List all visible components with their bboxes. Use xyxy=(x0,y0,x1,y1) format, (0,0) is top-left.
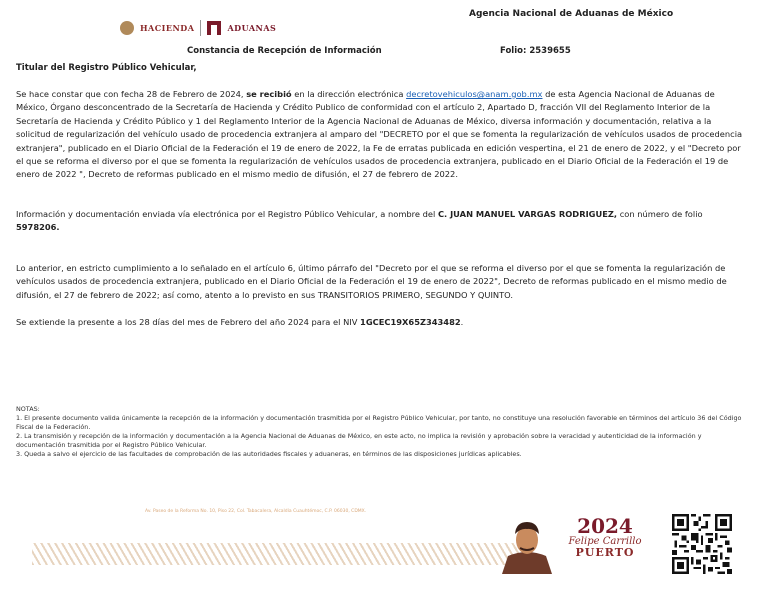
p1-text-c: de esta Agencia Nacional de Aduanas de México, Órgano desconcentrado de la Secretaría de Hacienda y Crédito Publico de conformidad con el artículo 2, Apartado D, fracción VII del Reglamento Interior de la Secretaría de Hacienda y Crédito Público y 1 del Reglamento Interior de la Agencia Nacional de Aduanas de México, diversa información y documentación, relativa a la solicitud de regularización del vehículo usado de procedencia extranjera al amparo del "DECRETO por el que se fomenta la regularización de vehículos usados de procedencia extranjera", publicado en el Diario Oficial de la Federación el 19 de enero de 2022, la Fe de erratas publicada en edición vespertina, el 21 de enero de 2022, y el "Decreto por el que se reforma el diverso por el que se fomenta la regularización de vehículos usados de procedencia extranjera, publicado en el Diario Oficial de la Federación el 19 de enero de 2022 ", Decreto de reformas publicado en el mismo medio de difusión, el 27 de febrero de 2022. xyxy=(16,89,743,180)
aduanas-logo: ADUANAS xyxy=(227,23,277,33)
titular-name: C. JUAN MANUEL VARGAS RODRIGUEZ, xyxy=(437,209,618,219)
p1-bold: se recibió xyxy=(246,89,292,99)
niv-number: 1GCEC19X65Z343482 xyxy=(360,317,461,327)
logo-divider xyxy=(200,20,201,36)
paragraph-issuance xyxy=(16,316,748,329)
anniversary-place: PUERTO xyxy=(575,546,635,559)
notes-title: NOTAS: xyxy=(16,405,40,413)
note-item: 1. El presente documento valida únicamente la recepción de la información y documentación trasmitida por el Registro Público Vehicular, por tanto, no constituye una resolución favorable en términos del artículo 36 del Código Fiscal de la Federación. xyxy=(16,414,742,431)
hacienda-emblem-icon xyxy=(120,21,134,35)
footer-address: Av. Paseo de la Reforma No. 10, Piso 22, Col. Tabacalera, Alcaldía Cuauhtémoc, C.P. 06030, CDMX. xyxy=(145,509,367,514)
note-item: 2. La transmisión y recepción de la información y documentación a la Agencia Nacional de Aduanas de México, en este acto, no implica la revisión y aprobación sobre la veracidad y autenticidad de la información y documentación trasmitida por el Registro Público Vehicular. xyxy=(16,432,702,449)
anniversary-fineprint xyxy=(560,559,650,567)
qr-code-icon xyxy=(672,514,732,574)
notes-section xyxy=(16,405,751,459)
decorative-band xyxy=(32,543,522,565)
anniversary-name: Felipe Carrillo xyxy=(568,536,642,547)
sender-folio: 5978206. xyxy=(16,222,60,233)
anniversary-year: 2024 xyxy=(577,514,633,538)
folio-number: Folio: 2539655 xyxy=(500,46,571,56)
recipient-line: Titular del Registro Público Vehicular, xyxy=(16,63,197,73)
p4-text-b: . xyxy=(460,317,464,327)
paragraph-reception xyxy=(16,88,748,182)
email-link[interactable]: decretovehiculos@anam.gob.mx xyxy=(406,89,543,99)
p1-text-b: en la dirección electrónica xyxy=(291,89,407,99)
header-logos xyxy=(120,20,276,36)
paragraph-legal-basis: Lo anterior, en estricto cumplimiento a lo señalado en el artículo 6, último párrafo del "Decreto por el que se reforma el diverso por el que se fomenta la regularización de vehículos usados de procedencia extranjera, publicado en el Diario Oficial de la Federación el 19 de enero de 2022", Decreto de reformas publicado en el mismo medio de difusión, el 27 de febrero de 2022; así como, atento a lo previsto en sus TRANSITORIOS PRIMERO, SEGUNDO Y QUINTO. xyxy=(16,263,727,300)
portrait-illustration-icon xyxy=(500,514,554,574)
p1-text-a: Se hace constar que con fecha 28 de Febrero de 2024, xyxy=(16,89,247,99)
p2-text-b: con número de folio xyxy=(617,209,703,219)
p4-text-a: Se extiende la presente a los 28 días del mes de Febrero del año 2024 para el NIV xyxy=(16,317,361,327)
agency-name: Agencia Nacional de Aduanas de México xyxy=(469,9,674,19)
paragraph-sender xyxy=(16,208,748,235)
note-item: 3. Queda a salvo el ejercicio de las facultades de comprobación de las autoridades fiscales y aduaneras, en términos de las disposiciones jurídicas aplicables. xyxy=(16,450,522,458)
hacienda-logo: HACIENDA xyxy=(140,23,195,33)
anniversary-logo xyxy=(560,516,650,567)
document-title: Constancia de Recepción de Información xyxy=(187,46,382,56)
p2-text-a: Información y documentación enviada vía electrónica por el Registro Público Vehicular, a nombre del xyxy=(16,209,438,219)
aduanas-emblem-icon xyxy=(207,21,221,35)
